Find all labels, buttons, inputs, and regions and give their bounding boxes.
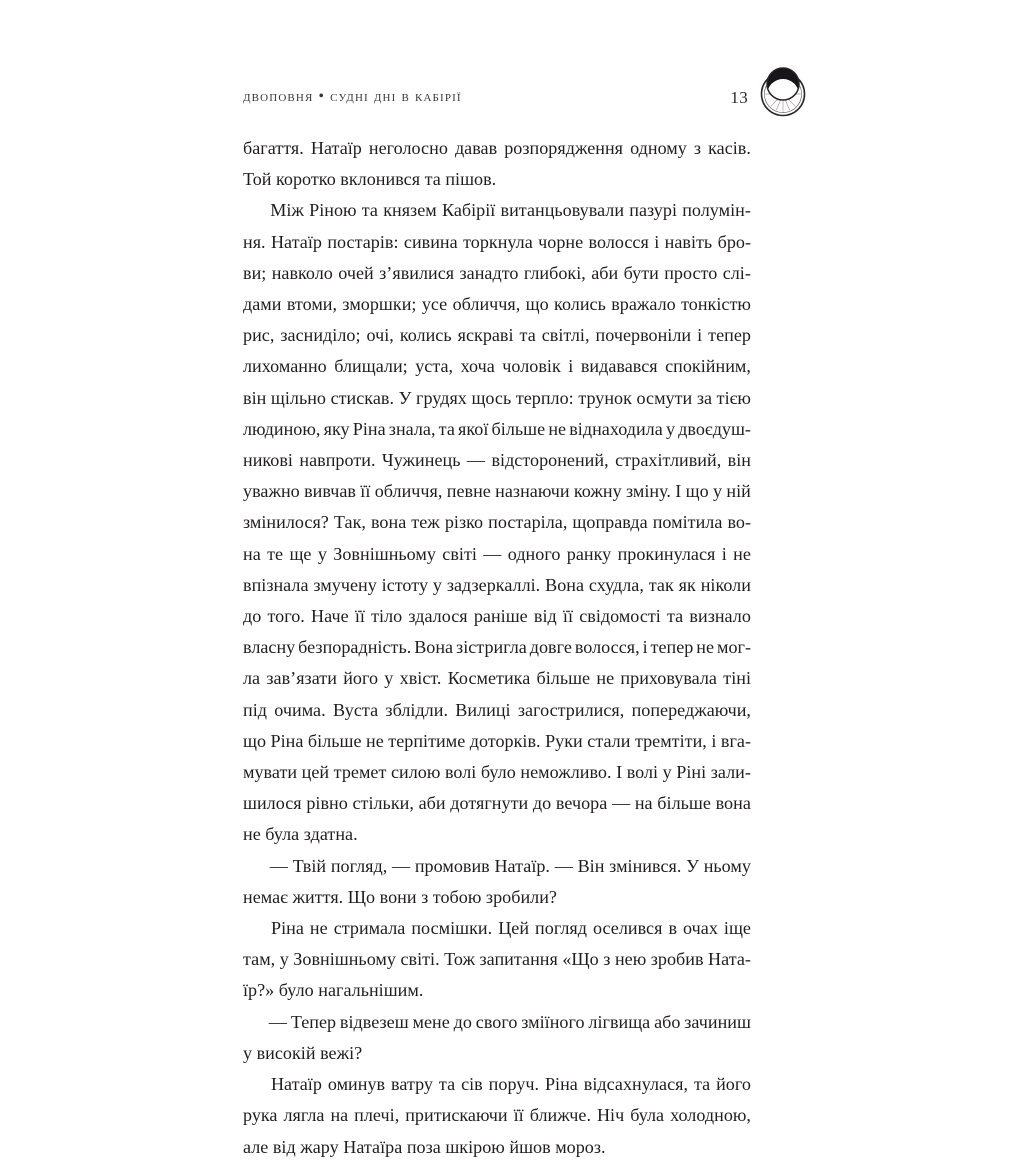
text-line: але від жару Натаїра поза шкірою йшов мороз. [243, 1136, 606, 1157]
text-line: їр?» було нагальнішим. [243, 980, 424, 1001]
paragraph-indent [243, 1007, 265, 1038]
running-head [243, 80, 750, 114]
text-line: там, у Зовнішньому світі. Тож запитання «Що з нею зробив Ната- [243, 949, 751, 970]
text-line: рука лягла на плечі, притискаючи її ближче. Ніч була холодною, [243, 1105, 751, 1126]
text-line: впізнала змучену істоту у задзеркаллі. Вона схудла, так як ніколи [243, 574, 751, 595]
paragraph-indent [243, 195, 265, 226]
text-line: немає життя. Що вони з тобою зробили? [243, 886, 557, 907]
text-line: багаття. Натаїр неголосно давав розпорядження одному з касів. [243, 138, 751, 158]
text-line: він щільно стискав. У грудях щось терпло: трунок осмути за тією [243, 387, 751, 408]
text-line: власну безпорадність. Вона зістригла довге волосся, і тепер не мог- [243, 637, 751, 658]
paragraph-indent [243, 1069, 265, 1100]
text-line: ня. Натаїр постарів: сивина торкнула чорне волосся і навіть бро- [243, 231, 751, 252]
text-line: у високій вежі? [243, 1042, 363, 1063]
text-line: що Ріна більше не терпітиме доторків. Руки стали тремтіти, і вга- [243, 730, 751, 751]
text-line: під очима. Вуста зблідли. Вилиці загострилися, попереджаючи, [243, 699, 751, 720]
text-line: ла зав’язати його у хвіст. Косметика більше не приховувала тіні [243, 668, 751, 689]
paragraph [243, 851, 751, 913]
text-line: Між Ріною та князем Кабірії витанцьовували пазурі полумін- [243, 195, 751, 226]
text-line: на те ще у Зовнішньому світі — одного ранку прокинулася і не [243, 543, 751, 564]
body-text [243, 133, 751, 1163]
text-line: — Твій погляд, — промовив Натаїр. — Він змінився. У ньому [243, 851, 751, 882]
text-line: — Тепер відвезеш мене до свого зміїного лігвища або зачиниш [243, 1007, 751, 1038]
text-line: шилося рівно стільки, аби дотягнути до вечора — на більше вона [243, 793, 751, 814]
text-line: Той коротко вклонився та пішов. [243, 169, 497, 190]
text-line: уважно вивчав її обличчя, певне назнаючи кожну зміну. І що у ній [243, 481, 751, 502]
text-line: змінилося? Так, вона теж різко постаріла, щоправда помітила во- [243, 512, 751, 533]
text-line: лихоманно блищали; уста, хоча чоловік і видавався спокійним, [243, 356, 751, 377]
paragraph [243, 133, 751, 195]
text-line: не була здатна. [243, 824, 358, 845]
text-line: дами втоми, зморшки; усе обличчя, що колись вражало тонкістю [243, 294, 751, 315]
paragraph [243, 195, 751, 850]
text-line: ви; навколо очей з’явилися занадто глибокі, аби бути просто слі- [243, 262, 751, 283]
paragraph [243, 1007, 751, 1069]
text-line: до того. Наче її тіло здалося раніше від її свідомості та визнало [243, 606, 751, 627]
text-line: мувати цей тремет силою волі було неможливо. І волі у Ріні зали- [243, 762, 751, 783]
paragraph-indent [243, 913, 265, 944]
text-line: Ріна не стримала посмішки. Цей погляд оселився в очах іще [243, 913, 751, 944]
paragraph [243, 913, 751, 1007]
text-line: никові навпроти. Чужинець — відсторонений, страхітливий, він [243, 450, 751, 471]
text-line: Натаїр оминув ватру та сів поруч. Ріна відсахнулася, та його [243, 1069, 751, 1100]
paragraph [243, 1069, 751, 1163]
paragraph-indent [243, 851, 265, 882]
double-moon-ornament [758, 64, 808, 118]
text-line: рис, заснидiло; очі, колись яскраві та світлі, почервоніли і тепер [243, 325, 751, 346]
text-line: людиною, яку Ріна знала, та якої більше не віднаходила у двоєдуш- [243, 418, 751, 439]
running-head-title: двоповня • судні дні в кабірії [243, 88, 462, 106]
page-number: 13 [730, 87, 748, 107]
